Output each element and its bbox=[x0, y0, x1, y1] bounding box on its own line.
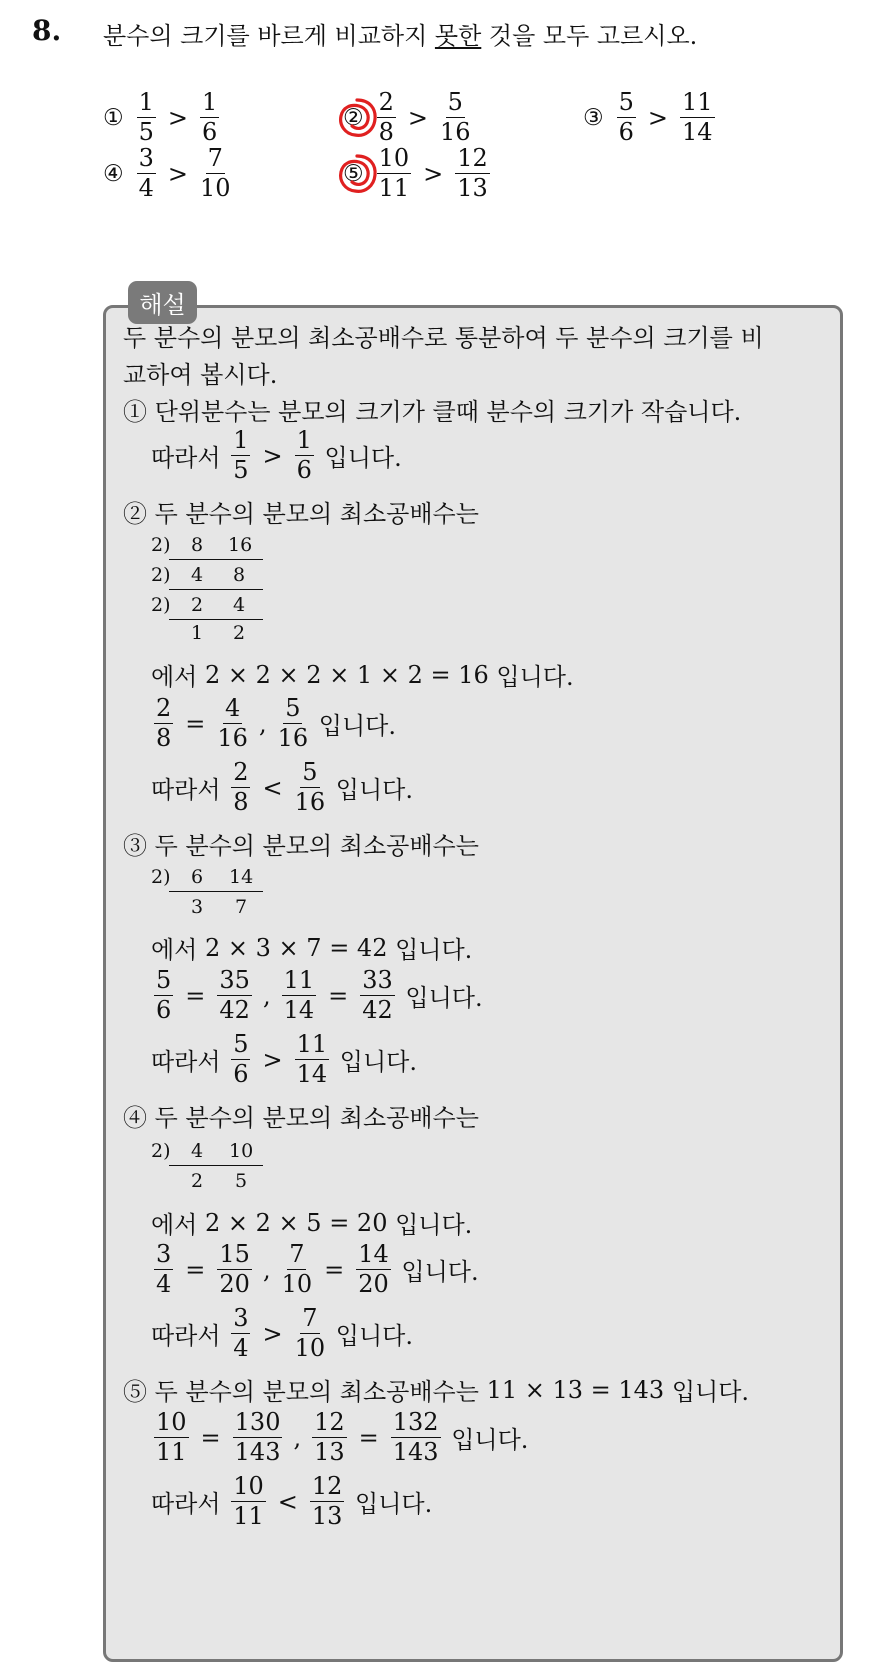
step2-division-ladder: 2) 8 16 2) 4 8 2) 2 4 1 2 bbox=[151, 534, 271, 646]
step2-product: 에서 2 × 2 × 2 × 1 × 2 = 16 입니다. bbox=[151, 660, 574, 691]
underlined-word: 못한 bbox=[434, 22, 482, 50]
step4-conclusion: 따라서 $\frac{3}{4}$ > $\frac{7}{10}$ 입니다. bbox=[151, 1304, 413, 1363]
option-5[interactable]: ⑤ $\frac{10}{11}$ > $\frac{12}{13}$ bbox=[343, 146, 493, 201]
option-4[interactable]: ④ $\frac{3}{4}$ > $\frac{7}{10}$ bbox=[103, 144, 231, 203]
step2-equivalence: $\frac{2}{8}$ = $\frac{4}{16}$ , $\frac{5}{16}$ 입니다. bbox=[156, 694, 396, 753]
intro-line-2: 교하여 봅시다. bbox=[123, 361, 278, 389]
step3-division-ladder: 2) 6 14 3 7 bbox=[151, 866, 271, 918]
intro-line-1: 두 분수의 분모의 최소공배수로 통분하여 두 분수의 크기를 비 bbox=[123, 324, 764, 352]
step4-division-ladder: 2) 4 10 2 5 bbox=[151, 1140, 271, 1192]
step5-conclusion: 따라서 $\frac{10}{11}$ < $\frac{12}{13}$ 입니다. bbox=[151, 1472, 433, 1531]
question-number: 8. bbox=[32, 14, 62, 47]
step3-conclusion: 따라서 $\frac{5}{6}$ > $\frac{11}{14}$ 입니다. bbox=[151, 1030, 417, 1089]
step3-equivalence: $\frac{5}{6}$ = $\frac{35}{42}$ , $\frac{11}{14}$ = $\frac{33}{42}$ 입니다. bbox=[156, 966, 483, 1025]
selection-circle-icon bbox=[333, 150, 381, 198]
step4-equivalence: $\frac{3}{4}$ = $\frac{15}{20}$ , $\frac{7}{10}$ = $\frac{14}{20}$ 입니다. bbox=[156, 1240, 479, 1299]
step5-line: ⑤ 두 분수의 분모의 최소공배수는 11 × 13 = 143 입니다. bbox=[123, 1375, 750, 1406]
step4-product: 에서 2 × 2 × 5 = 20 입니다. bbox=[151, 1208, 473, 1239]
step2-conclusion: 따라서 $\frac{2}{8}$ < $\frac{5}{16}$ 입니다. bbox=[151, 758, 413, 817]
option-3[interactable]: ③ $\frac{5}{6}$ > $\frac{11}{14}$ bbox=[583, 88, 713, 147]
selection-circle-icon bbox=[333, 94, 381, 142]
step1-conclusion: 따라서 $\frac{1}{5}$ > $\frac{1}{6}$ 입니다. bbox=[151, 426, 402, 485]
option-2[interactable]: ② $\frac{2}{8}$ > $\frac{5}{16}$ bbox=[343, 90, 474, 145]
step3-product: 에서 2 × 3 × 7 = 42 입니다. bbox=[151, 933, 473, 964]
explanation-tag: 해설 bbox=[128, 281, 197, 324]
question-text: 분수의 크기를 바르게 비교하지 못한 것을 모두 고르시오. bbox=[103, 22, 698, 50]
step2-line: ② 두 분수의 분모의 최소공배수는 bbox=[123, 500, 479, 528]
option-1[interactable]: ① $\frac{1}{5}$ > $\frac{1}{6}$ bbox=[103, 88, 218, 147]
step5-equivalence: $\frac{10}{11}$ = $\frac{130}{143}$ , $\frac{12}{13}$ = $\frac{132}{143}$ 입니다. bbox=[156, 1408, 529, 1467]
step3-line: ③ 두 분수의 분모의 최소공배수는 bbox=[123, 832, 479, 860]
step4-line: ④ 두 분수의 분모의 최소공배수는 bbox=[123, 1104, 479, 1132]
step1-line: ① 단위분수는 분모의 크기가 클때 분수의 크기가 작습니다. bbox=[123, 398, 742, 426]
